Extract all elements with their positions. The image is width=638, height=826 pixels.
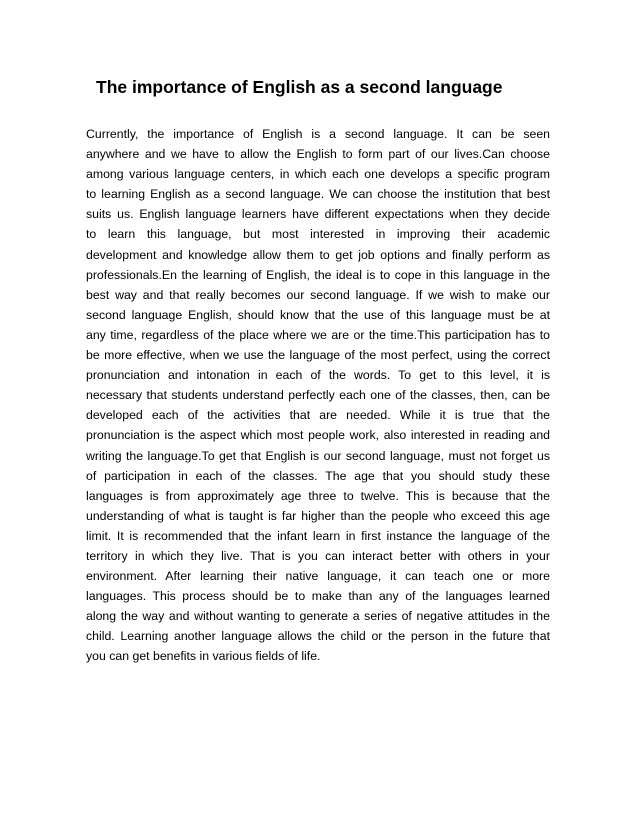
body-paragraph — [86, 124, 550, 667]
paragraph-line: writing the language.To get that English is our second language, must not forget us — [86, 448, 550, 463]
paragraph-line: you can get benefits in various fields of life. — [86, 649, 321, 664]
paragraph-line: be more effective, when we use the language of the most perfect, using the correct — [86, 348, 550, 363]
paragraph-line: to learn this language, but most interested in improving their academic — [86, 227, 550, 242]
paragraph-line: development and knowledge allow them to get job options and finally perform as — [86, 247, 550, 262]
paragraph-line: Currently, the importance of English is a second language. It can be seen — [86, 127, 550, 141]
paragraph-line: suits us. English language learners have different expectations when they decide — [86, 207, 550, 222]
paragraph-line: of participation in each of the classes. The age that you should study these — [86, 468, 550, 483]
paragraph-line: best way and that really becomes our second language. If we wish to make our — [86, 287, 550, 302]
paragraph-line: to learning English as a second language. We can choose the institution that best — [86, 187, 550, 202]
document-title: The importance of English as a second language — [96, 77, 503, 97]
paragraph-line: second language English, should know that the use of this language must be at — [86, 307, 550, 322]
paragraph-line: child. Learning another language allows the child or the person in the future that — [86, 629, 550, 644]
paragraph-line: developed each of the activities that are needed. While it is true that the — [86, 408, 550, 423]
paragraph-line: languages. This process should be to make than any of the languages learned — [86, 589, 550, 604]
paragraph-line: necessary that students understand perfectly each one of the classes, then, can be — [86, 388, 550, 403]
paragraph-line: understanding of what is taught is far higher than the people who exceed this age — [86, 508, 550, 523]
paragraph-line: professionals.En the learning of English, the ideal is to cope in this language in the — [86, 267, 550, 282]
paragraph-line: limit. It is recommended that the infant learn in first instance the language of the — [86, 528, 550, 543]
paragraph-line: along the way and without wanting to generate a series of negative attitudes in the — [86, 609, 550, 624]
paragraph-line: any time, regardless of the place where we are or the time.This participation has to — [86, 327, 550, 342]
paragraph-line: among various language centers, in which each one develops a specific program — [86, 167, 550, 182]
paragraph-line: environment. After learning their native language, it can teach one or more — [86, 569, 550, 584]
paragraph-line: pronunciation is the aspect which most people work, also interested in reading and — [86, 428, 550, 443]
paragraph-line: languages is from approximately age three to twelve. This is because that the — [86, 488, 550, 503]
paragraph-line: anywhere and we have to allow the English to form part of our lives.Can choose — [86, 147, 550, 162]
paragraph-line: pronunciation and intonation in each of the words. To get to this level, it is — [86, 368, 550, 383]
paragraph-line: territory in which they live. That is you can interact better with others in your — [86, 548, 550, 563]
